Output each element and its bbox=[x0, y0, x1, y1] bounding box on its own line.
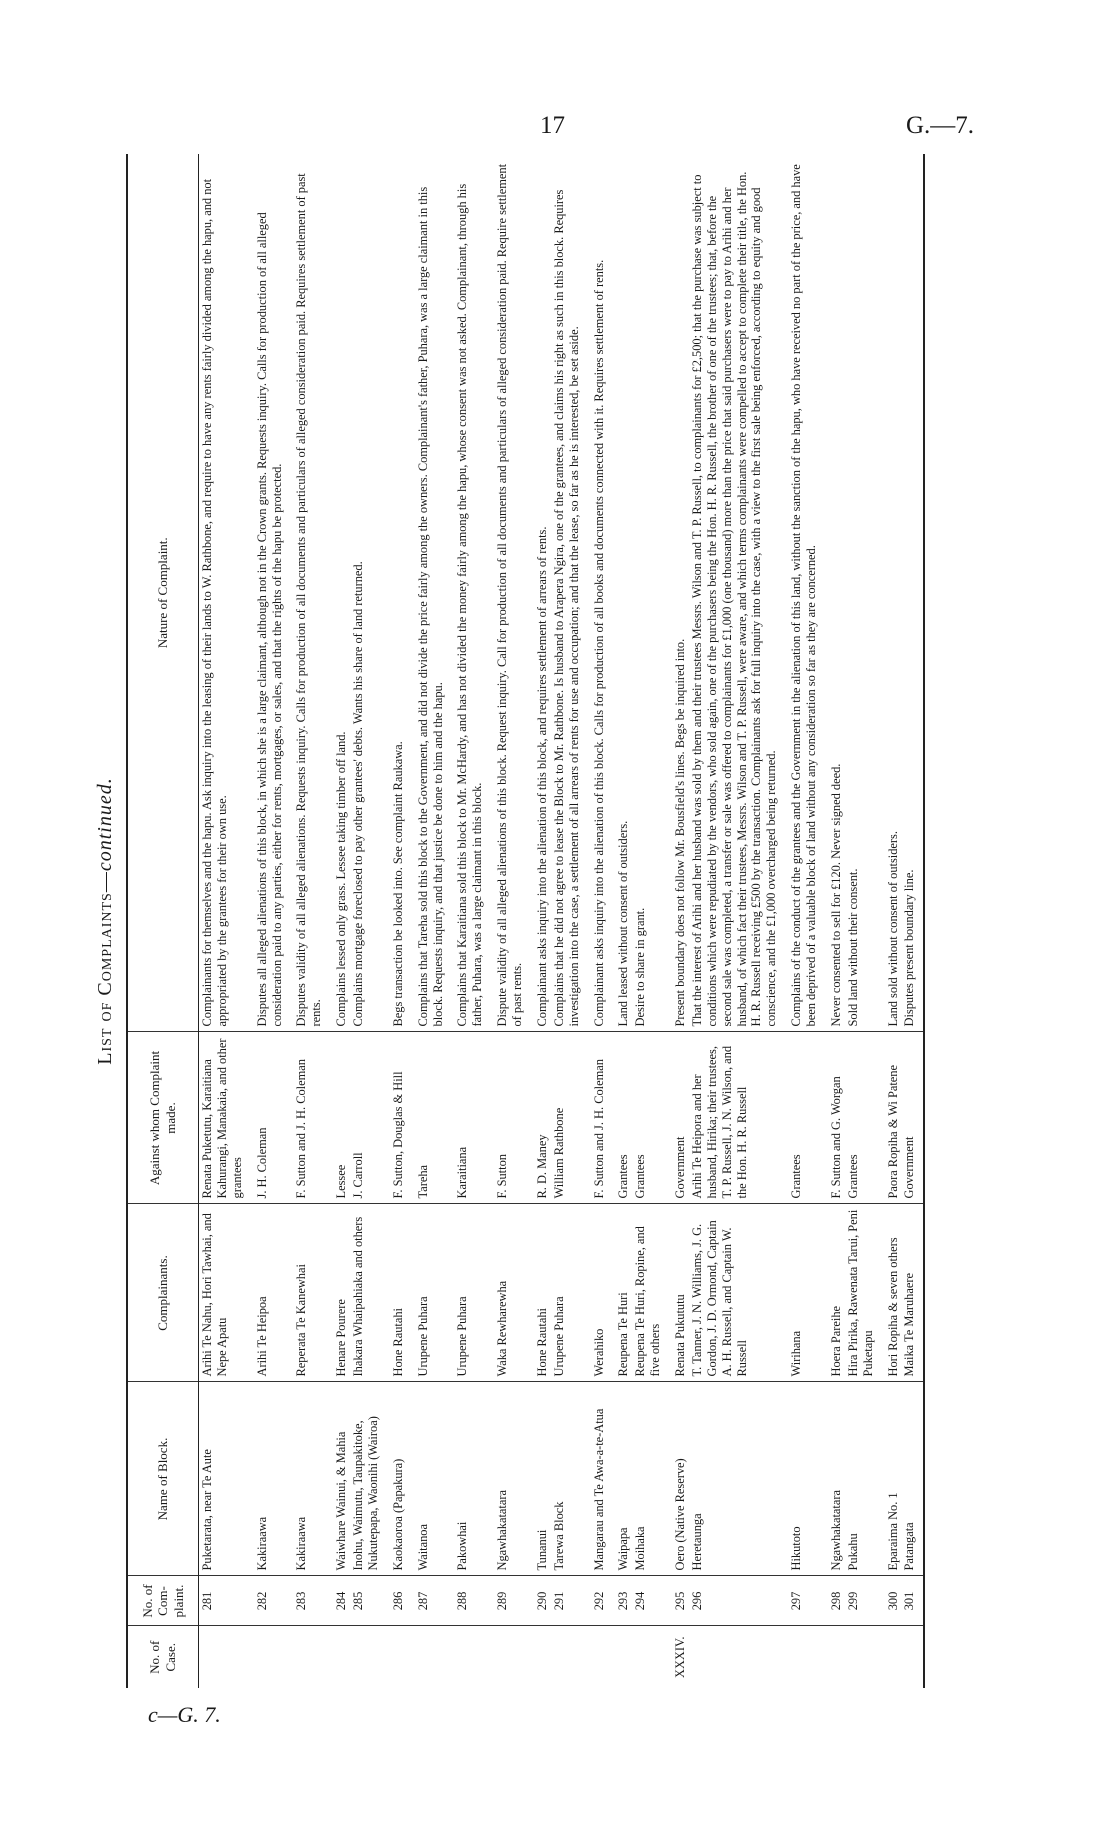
cell-nature: Disputes present boundary line. bbox=[901, 154, 924, 1032]
table-row bbox=[632, 154, 664, 1688]
cell-case bbox=[901, 1626, 924, 1688]
cell-against: William Rathbone bbox=[551, 1032, 583, 1204]
cell-case bbox=[446, 1626, 486, 1688]
cell-against: Renata Puketutu, Karaitiana Kahurangi, Manakaia, and other grantees bbox=[199, 1032, 246, 1204]
cell-complaint-no: 296 bbox=[689, 1576, 780, 1626]
cell-block: Eparaima No. 1 bbox=[877, 1382, 902, 1576]
cell-complaint-no: 287 bbox=[407, 1576, 447, 1626]
cell-nature: Complainant asks inquiry into the alienation of this block, and requires settlement of arrears of rents. bbox=[534, 526, 549, 1027]
rotated-table-panel bbox=[88, 154, 988, 1688]
col-header-against: Against whom Complaint made. bbox=[127, 1032, 199, 1204]
cell-block: Inohu, Waimutu, Taupakitoke, Nukutepapa, Waonihi (Wairoa) bbox=[350, 1382, 382, 1576]
title-main: List of Complaints— bbox=[94, 871, 116, 1065]
cell-block: Puketarata, near Te Aute bbox=[199, 1382, 246, 1576]
cell-case bbox=[583, 1626, 608, 1688]
cell-block: Kakiraawa bbox=[285, 1382, 325, 1576]
table-row bbox=[382, 154, 407, 1688]
cell-block: Heretaunga bbox=[689, 1382, 780, 1576]
cell-block: Kaokaoroa (Papakura) bbox=[382, 1382, 407, 1576]
cell-complaint-no: 286 bbox=[382, 1576, 407, 1626]
cell-block: Waipapa bbox=[607, 1382, 632, 1576]
cell-case bbox=[607, 1626, 632, 1688]
cell-nature: Never consented to sell for £120. Never signed deed. bbox=[828, 763, 843, 1027]
cell-against: F. Sutton bbox=[486, 1032, 526, 1204]
cell-complaint-no: 295 bbox=[664, 1576, 689, 1626]
cell-complainants: Reupena Te Huri, Ropine, and five others bbox=[632, 1204, 664, 1382]
cell-block: Patangata bbox=[901, 1382, 924, 1576]
cell-nature: Disputes validity of all alleged alienations. Requests inquiry. Calls for production of all documents and particulars of alleged consideration paid. Requires settlement of past rents. bbox=[294, 173, 324, 1027]
cell-complaint-no: 298 bbox=[820, 1576, 845, 1626]
cell-against: F. Sutton, Douglas & Hill bbox=[382, 1032, 407, 1204]
cell-block: Ngawhakatatara bbox=[820, 1382, 845, 1576]
cell-against: Paora Ropiha & Wi Patene bbox=[877, 1032, 902, 1204]
cell-case bbox=[199, 1626, 246, 1688]
cell-complaint-no: 291 bbox=[551, 1576, 583, 1626]
cell-complainants: Henare Pourere bbox=[325, 1204, 350, 1382]
cell-against: F. Sutton and G. Worgan bbox=[820, 1032, 845, 1204]
table-row bbox=[845, 154, 877, 1688]
cell-case bbox=[689, 1626, 780, 1688]
cell-complaint-no: 301 bbox=[901, 1576, 924, 1626]
cell-against: R. D. Maney bbox=[526, 1032, 551, 1204]
cell-case bbox=[325, 1626, 350, 1688]
cell-complaint-no: 289 bbox=[486, 1576, 526, 1626]
cell-against: Lessee bbox=[325, 1032, 350, 1204]
cell-complainants: Renata Pukututu bbox=[664, 1204, 689, 1382]
cell-complaint-no: 290 bbox=[526, 1576, 551, 1626]
table-row bbox=[664, 154, 689, 1688]
cell-case bbox=[285, 1626, 325, 1688]
cell-block: Kakiraawa bbox=[246, 1382, 286, 1576]
cell-complaint-no: 299 bbox=[845, 1576, 877, 1626]
cell-case bbox=[486, 1626, 526, 1688]
table-row bbox=[820, 154, 845, 1688]
col-header-nature: Nature of Complaint. bbox=[127, 154, 199, 1032]
table-row bbox=[325, 154, 350, 1688]
cell-nature: Complains that he did not agree to lease the Block to Mr. Rathbone. Is husband to Arapera Ngira, one of the grantees, and claims his right as such in this block. Requires investigation into the case, a settlement of all arrears of rents for use and occupation; and that the lease, so far as he is interested, be set aside. bbox=[551, 189, 581, 1027]
table-row bbox=[526, 154, 551, 1688]
cell-case bbox=[382, 1626, 407, 1688]
cell-complainants: Maika Te Maruhaere bbox=[901, 1204, 924, 1382]
table-row bbox=[246, 154, 286, 1688]
cell-complainants: Urupene Puhara bbox=[407, 1204, 447, 1382]
title-continued: continued. bbox=[94, 777, 116, 872]
cell-complainants: Arihi Te Nahu, Hori Tawhai, and Nepe Apatu bbox=[199, 1204, 246, 1382]
cell-case bbox=[845, 1626, 877, 1688]
table-row bbox=[689, 154, 780, 1688]
cell-complainants: Urupene Puhara bbox=[551, 1204, 583, 1382]
cell-against: J. Carroll bbox=[350, 1032, 382, 1204]
cell-case bbox=[407, 1626, 447, 1688]
cell-against: J. H. Coleman bbox=[246, 1032, 286, 1204]
table-row bbox=[780, 154, 820, 1688]
cell-nature: Desire to share in grant. bbox=[633, 907, 648, 1027]
cell-complaint-no: 300 bbox=[877, 1576, 902, 1626]
cell-complaint-no: 285 bbox=[350, 1576, 382, 1626]
table-title bbox=[88, 154, 122, 1688]
cell-nature: Complainants for themselves and the hapu. Ask inquiry into the leasing of their lands to W. Rathbone, and require to have any rents fairly divided among the hapu, and not appropriated by the grantees for their own use. bbox=[200, 178, 229, 1027]
cell-complaint-no: 293 bbox=[607, 1576, 632, 1626]
cell-nature: Sold land without their consent. bbox=[845, 868, 860, 1027]
cell-complaint-no: 292 bbox=[583, 1576, 608, 1626]
cell-against: Arihi Te Heipora and her husband, Hirika; their trustees, T. P. Russell, J. N. Wilson, and the Hon. H. R. Russell bbox=[689, 1032, 780, 1204]
table-row bbox=[350, 154, 382, 1688]
col-header-block: Name of Block. bbox=[127, 1382, 199, 1576]
complaints-table bbox=[126, 154, 925, 1688]
cell-block: Ngawhakatatara bbox=[486, 1382, 526, 1576]
cell-nature: Complains lessed only grass. Lessee taking timber off land. bbox=[334, 731, 349, 1027]
cell-complainants: Hone Rautahi bbox=[526, 1204, 551, 1382]
cell-nature: Complains mortgage foreclosed to pay other grantees' debts. Wants his share of land returned. bbox=[351, 561, 365, 1027]
cell-nature: Begs transaction be looked into. See complaint Raukawa. bbox=[390, 741, 405, 1027]
cell-against: Tareha bbox=[407, 1032, 447, 1204]
cell-against: Grantees bbox=[780, 1032, 820, 1204]
cell-nature: That the interest of Arihi and her husband was sold by them and their trustees Messrs. Wilson and T. P. Russell, to complainants for £2,500; that the purchase was subject to conditions which were repudiated by the vendors, who sold again, one of the purchasers being the Hon. H. R. Russell, the brother of one of the trustees; that, before the second sale was completed, a transfer or sale was offered to complainants for £1,000 (one thousand) more than the price that said purchasers were to pay to Arihi and her husband, of which fact their trustees, Messrs. Wilson and T. P. Russell, were aware, and which terms complainants were compelled to accept to complete their title, the Hon. H. R. Russell receiving £500 by the transaction. Complainants ask for full inquiry into the case, with a view to the first sale being enforced, according to equity and good conscience, and the £1,000 overcharged being returned. bbox=[689, 171, 779, 1027]
cell-block: Tarewa Block bbox=[551, 1382, 583, 1576]
cell-case bbox=[551, 1626, 583, 1688]
cell-block: Pukahu bbox=[845, 1382, 877, 1576]
table-header-row bbox=[127, 154, 199, 1688]
cell-nature: Complains of the conduct of the grantees and the Government in the alienation of this land, without the sanction of the hapu, who have received no part of the price, and have been deprived of a valuable block of land without any consideration so far as they are concerned. bbox=[789, 164, 818, 1027]
signature-mark: c—G. 7. bbox=[148, 1702, 221, 1727]
cell-block: Waiwhare Wainui, & Mahia bbox=[325, 1382, 350, 1576]
cell-complainants: Urupene Puhara bbox=[446, 1204, 486, 1382]
cell-against: Grantees bbox=[607, 1032, 632, 1204]
cell-block: Mangarau and Te Awa-a-te-Atua bbox=[583, 1382, 608, 1576]
cell-against: Government bbox=[664, 1032, 689, 1204]
cell-complaint-no: 294 bbox=[632, 1576, 664, 1626]
cell-block: Waitanoa bbox=[407, 1382, 447, 1576]
cell-complaint-no: 297 bbox=[780, 1576, 820, 1626]
cell-complaint-no: 282 bbox=[246, 1576, 286, 1626]
cell-block: Pakowhai bbox=[446, 1382, 486, 1576]
table-row bbox=[486, 154, 526, 1688]
cell-complainants: Ihakara Whaipahiaka and others bbox=[350, 1204, 382, 1382]
cell-complainants: Hori Ropiha & seven others bbox=[877, 1204, 902, 1382]
cell-complainants: Waka Rewharewha bbox=[486, 1204, 526, 1382]
cell-nature: Land sold without consent of outsiders. bbox=[885, 831, 900, 1027]
cell-nature: Disputes all alleged alienations of this block, in which she is a large claimant, although not in the Crown grants. Requests inquiry. Calls for production of all alleged consideration paid to any parties, either for rents, mortgages, or sales, and that the rights of the hapu be protected. bbox=[254, 212, 284, 1027]
cell-against: F. Sutton and J. H. Coleman bbox=[583, 1032, 608, 1204]
cell-complainants: T. Tanner, J. N. Williams, J. G. Gordon, J. D. Ormond, Captain A. H. Russell, and Captain W. Russell bbox=[689, 1204, 780, 1382]
cell-complaint-no: 288 bbox=[446, 1576, 486, 1626]
document-code: G.—7. bbox=[906, 112, 975, 139]
col-header-case: No. of Case. bbox=[127, 1626, 199, 1688]
page-number: 17 bbox=[540, 112, 565, 139]
col-header-complaint-no: No. of Com-plaint. bbox=[127, 1576, 199, 1626]
cell-block: Moihaka bbox=[632, 1382, 664, 1576]
table-row bbox=[607, 154, 632, 1688]
cell-against: Grantees bbox=[632, 1032, 664, 1204]
cell-complainants: Reperata Te Kanewhai bbox=[285, 1204, 325, 1382]
cell-nature: Complains that Karaitiana sold this block to Mr. McHardy, and has not divided the money fairly among the hapu, whose consent was not asked. Complainant, through his father, Puhara, was a large claimant in this block. bbox=[455, 183, 485, 1027]
cell-against: Grantees bbox=[845, 1032, 877, 1204]
cell-case bbox=[877, 1626, 902, 1688]
table-row bbox=[583, 154, 608, 1688]
table-body bbox=[199, 154, 925, 1688]
table-row bbox=[407, 154, 447, 1688]
cell-case bbox=[526, 1626, 551, 1688]
cell-complainants: Hone Rautahi bbox=[382, 1204, 407, 1382]
cell-against: Government bbox=[901, 1032, 924, 1204]
cell-complainants: Arihi Te Heipoa bbox=[246, 1204, 286, 1382]
cell-complainants: Hira Pirika, Rawenata Tarui, Peni Puketapu bbox=[845, 1204, 877, 1382]
table-row bbox=[285, 154, 325, 1688]
cell-complainants: Hoera Pareihe bbox=[820, 1204, 845, 1382]
cell-nature: Dispute validity of all alleged alienations of this block. Request inquiry. Call for production of all documents and particulars of alleged consideration paid. Require settlement of past rents. bbox=[495, 163, 524, 1027]
cell-complainants: Werahiko bbox=[583, 1204, 608, 1382]
cell-complainants: Wirihana bbox=[780, 1204, 820, 1382]
table-row bbox=[901, 154, 924, 1688]
table-row bbox=[551, 154, 583, 1688]
cell-case bbox=[820, 1626, 845, 1688]
cell-case bbox=[350, 1626, 382, 1688]
table-row bbox=[446, 154, 486, 1688]
cell-block: Oero (Native Reserve) bbox=[664, 1382, 689, 1576]
cell-case bbox=[246, 1626, 286, 1688]
cell-case bbox=[780, 1626, 820, 1688]
cell-complainants: Reupena Te Huri bbox=[607, 1204, 632, 1382]
cell-against: F. Sutton and J. H. Coleman bbox=[285, 1032, 325, 1204]
cell-nature: Complains that Tareha sold this block to the Government, and did not divide the price fairly among the owners. Complainant's father, Puhara, was a large claimant in this block. Requests inquiry, and that justice be done to him and the hapu. bbox=[415, 186, 445, 1027]
cell-block: Hikutoto bbox=[780, 1382, 820, 1576]
table-row bbox=[877, 154, 902, 1688]
table-row bbox=[199, 154, 246, 1688]
cell-complaint-no: 283 bbox=[285, 1576, 325, 1626]
cell-nature: Land leased without consent of outsiders. bbox=[616, 820, 631, 1027]
cell-complaint-no: 284 bbox=[325, 1576, 350, 1626]
cell-case bbox=[632, 1626, 664, 1688]
col-header-complainants: Complainants. bbox=[127, 1204, 199, 1382]
cell-complaint-no: 281 bbox=[199, 1576, 246, 1626]
cell-nature: Present boundary does not follow Mr. Bousfield's lines. Begs be inquired into. bbox=[673, 638, 687, 1027]
cell-nature: Complainant asks inquiry into the alienation of this block. Calls for production of all books and documents connected with it. Requires settlement of rents. bbox=[591, 259, 606, 1027]
cell-case: XXXIV. bbox=[664, 1626, 689, 1688]
cell-block: Tunanui bbox=[526, 1382, 551, 1576]
cell-against: Karaitiana bbox=[446, 1032, 486, 1204]
